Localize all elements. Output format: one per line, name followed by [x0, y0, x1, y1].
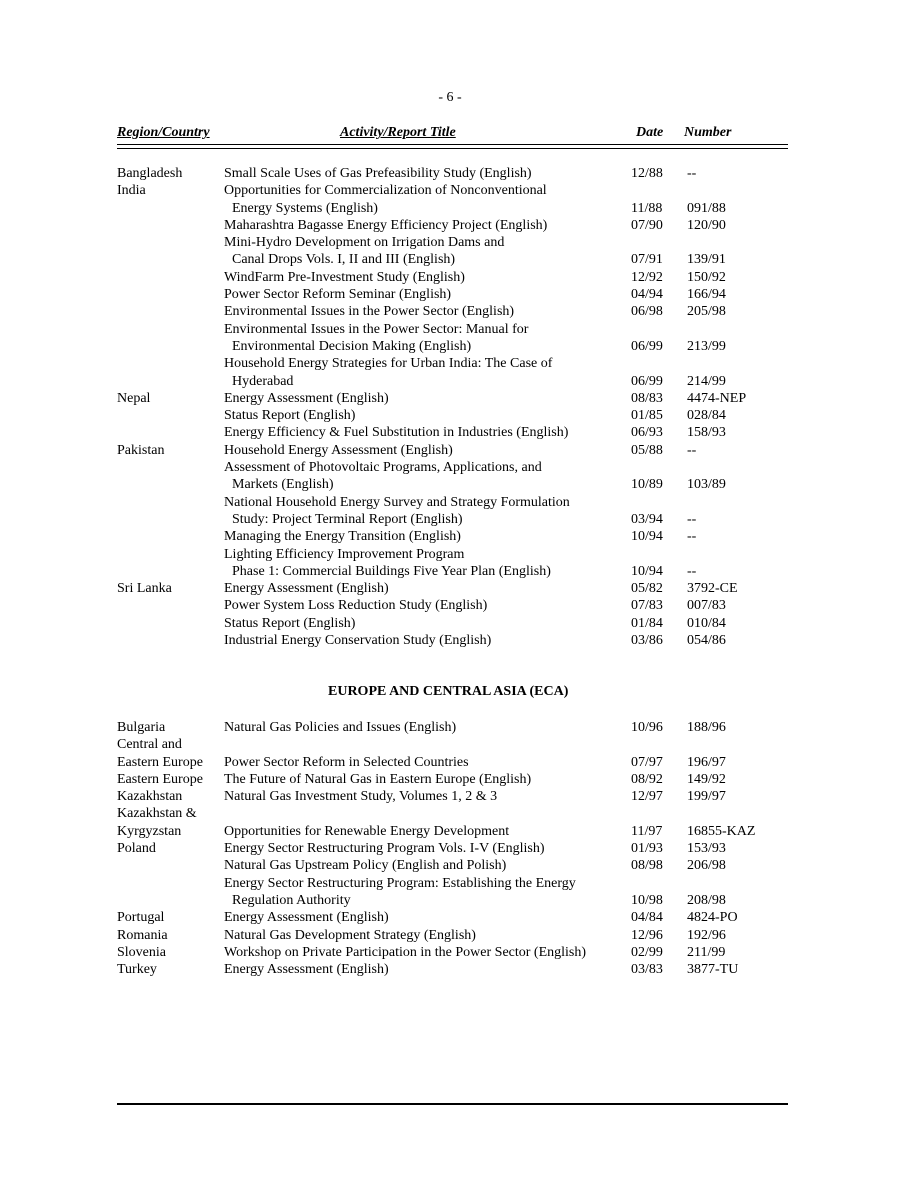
row-title: Maharashtra Bagasse Energy Efficiency Project (English)	[224, 217, 548, 233]
row-title: Natural Gas Investment Study, Volumes 1, 2 & 3	[224, 789, 498, 805]
row-title: Power Sector Reform in Selected Countries	[224, 754, 469, 770]
row-date: 04/94	[631, 287, 663, 303]
row-number: --	[687, 442, 697, 458]
row-title: Assessment of Photovoltaic Programs, Applications, and	[224, 460, 542, 476]
row-date: 12/96	[631, 927, 663, 943]
row-region: Romania	[117, 927, 168, 943]
row-title: Household Energy Assessment (English)	[224, 442, 453, 458]
table-row	[0, 200, 921, 217]
row-region: Bangladesh	[117, 166, 183, 181]
header-title: Activity/Report Title	[340, 125, 456, 140]
row-date: 12/92	[631, 269, 663, 285]
row-number: --	[687, 511, 697, 527]
row-number: 139/91	[687, 252, 726, 268]
row-region: Bulgaria	[117, 720, 166, 735]
row-date: 10/94	[631, 563, 663, 579]
row-number: 3792-CE	[687, 581, 738, 597]
row-number: --	[687, 166, 697, 181]
table-row	[0, 875, 921, 892]
row-number: 153/93	[687, 841, 726, 857]
row-date: 10/98	[631, 892, 663, 908]
table-row	[0, 909, 921, 926]
row-title: Opportunities for Commercialization of Nonconventional	[224, 183, 547, 199]
row-number: 120/90	[687, 217, 726, 233]
row-date: 08/98	[631, 858, 663, 874]
table-row	[0, 251, 921, 268]
table-row	[0, 823, 921, 840]
row-number: 196/97	[687, 754, 726, 770]
table-row	[0, 944, 921, 961]
row-date: 07/90	[631, 217, 663, 233]
row-title: Mini-Hydro Development on Irrigation Dams and	[224, 235, 505, 251]
row-date: 07/83	[631, 598, 663, 614]
footer-rule	[117, 1103, 788, 1105]
table-row	[0, 719, 921, 736]
table-row	[0, 788, 921, 805]
row-title: Power System Loss Reduction Study (English)	[224, 598, 488, 614]
table-row	[0, 165, 921, 182]
row-title: Status Report (English)	[224, 615, 356, 631]
row-number: 4824-PO	[687, 910, 738, 926]
row-region: India	[117, 183, 146, 199]
row-date: 08/92	[631, 771, 663, 787]
south-asia-table	[0, 165, 921, 649]
table-row	[0, 442, 921, 459]
row-region: Eastern Europe	[117, 771, 203, 787]
row-title: Energy Sector Restructuring Program Vols. I-V (English)	[224, 841, 545, 857]
row-title: Energy Assessment (English)	[224, 962, 389, 978]
row-number: 028/84	[687, 408, 726, 424]
row-number: --	[687, 563, 697, 579]
table-row	[0, 805, 921, 822]
row-date: 10/94	[631, 529, 663, 545]
row-number: 214/99	[687, 373, 726, 389]
row-title: Regulation Authority	[232, 892, 351, 908]
table-row	[0, 511, 921, 528]
row-title: Phase 1: Commercial Buildings Five Year Plan (English)	[232, 563, 551, 579]
table-row	[0, 961, 921, 978]
header-region: Region/Country	[117, 125, 210, 140]
row-number: 206/98	[687, 858, 726, 874]
section-heading: EUROPE AND CENTRAL ASIA (ECA)	[328, 684, 569, 699]
row-region: Kazakhstan &	[117, 806, 197, 822]
row-title: Study: Project Terminal Report (English)	[232, 511, 463, 527]
table-row	[0, 459, 921, 476]
table-row	[0, 927, 921, 944]
table-row	[0, 597, 921, 614]
table-row	[0, 580, 921, 597]
row-title: Workshop on Private Participation in the Power Sector (English)	[224, 944, 587, 960]
table-row	[0, 736, 921, 753]
row-number: 188/96	[687, 720, 726, 735]
row-title: Status Report (English)	[224, 408, 356, 424]
row-number: 208/98	[687, 892, 726, 908]
table-row	[0, 303, 921, 320]
table-row	[0, 546, 921, 563]
row-region: Nepal	[117, 390, 151, 406]
row-region: Turkey	[117, 962, 157, 978]
row-date: 04/84	[631, 910, 663, 926]
table-row	[0, 563, 921, 580]
header-number: Number	[684, 125, 732, 140]
row-date: 06/98	[631, 304, 663, 320]
row-title: Energy Sector Restructuring Program: Establishing the Energy	[224, 875, 576, 891]
row-number: 007/83	[687, 598, 726, 614]
row-title: Markets (English)	[232, 477, 334, 493]
table-row	[0, 771, 921, 788]
table-row	[0, 424, 921, 441]
row-number: 213/99	[687, 338, 726, 354]
row-title: Energy Assessment (English)	[224, 581, 389, 597]
table-row	[0, 754, 921, 771]
row-number: 4474-NEP	[687, 390, 747, 406]
row-date: 11/88	[631, 200, 663, 216]
row-title: Small Scale Uses of Gas Prefeasibility Study (English)	[224, 166, 532, 181]
row-number: 158/93	[687, 425, 726, 441]
row-title: Energy Efficiency & Fuel Substitution in Industries (English)	[224, 425, 569, 441]
table-header	[0, 125, 921, 143]
row-date: 03/94	[631, 511, 663, 527]
row-region: Poland	[117, 841, 156, 857]
row-number: 16855-KAZ	[687, 823, 756, 839]
table-row	[0, 286, 921, 303]
row-number: 054/86	[687, 633, 726, 649]
row-title: Managing the Energy Transition (English)	[224, 529, 461, 545]
table-row	[0, 321, 921, 338]
row-title: Environmental Decision Making (English)	[232, 338, 472, 354]
row-number: 166/94	[687, 287, 726, 303]
table-row	[0, 182, 921, 199]
row-number: 211/99	[687, 944, 726, 960]
row-title: WindFarm Pre-Investment Study (English)	[224, 269, 465, 285]
row-date: 12/97	[631, 789, 663, 805]
row-title: Natural Gas Policies and Issues (English)	[224, 720, 457, 735]
row-region: Eastern Europe	[117, 754, 203, 770]
row-number: 199/97	[687, 789, 726, 805]
table-row	[0, 857, 921, 874]
row-region: Slovenia	[117, 944, 166, 960]
row-date: 12/88	[631, 166, 663, 181]
row-date: 01/93	[631, 841, 663, 857]
row-title: Hyderabad	[232, 373, 294, 389]
row-number: 150/92	[687, 269, 726, 285]
row-date: 06/99	[631, 373, 663, 389]
row-number: 3877-TU	[687, 962, 739, 978]
row-title: Natural Gas Development Strategy (English)	[224, 927, 476, 943]
row-number: 103/89	[687, 477, 726, 493]
row-title: Natural Gas Upstream Policy (English and Polish)	[224, 858, 507, 874]
eca-table	[0, 719, 921, 978]
row-title: Energy Assessment (English)	[224, 910, 389, 926]
row-region: Pakistan	[117, 442, 165, 458]
table-row	[0, 632, 921, 649]
row-title: National Household Energy Survey and Strategy Formulation	[224, 494, 570, 510]
row-region: Sri Lanka	[117, 581, 172, 597]
table-row	[0, 234, 921, 251]
row-number: 205/98	[687, 304, 726, 320]
row-number: 091/88	[687, 200, 726, 216]
row-date: 10/96	[631, 720, 663, 735]
row-date: 01/84	[631, 615, 663, 631]
header-rule-double	[117, 148, 788, 149]
table-row	[0, 269, 921, 286]
table-row	[0, 528, 921, 545]
row-date: 03/83	[631, 962, 663, 978]
table-row	[0, 390, 921, 407]
row-title: Lighting Efficiency Improvement Program	[224, 546, 465, 562]
row-date: 03/86	[631, 633, 663, 649]
row-date: 06/93	[631, 425, 663, 441]
row-region: Kazakhstan	[117, 789, 183, 805]
table-row	[0, 373, 921, 390]
row-title: Energy Assessment (English)	[224, 390, 389, 406]
row-date: 08/83	[631, 390, 663, 406]
row-date: 05/88	[631, 442, 663, 458]
row-title: Power Sector Reform Seminar (English)	[224, 287, 452, 303]
table-row	[0, 840, 921, 857]
table-row	[0, 476, 921, 493]
table-row	[0, 338, 921, 355]
row-date: 06/99	[631, 338, 663, 354]
row-number: --	[687, 529, 697, 545]
header-rule	[117, 144, 788, 145]
table-row	[0, 217, 921, 234]
row-title: Environmental Issues in the Power Sector (English)	[224, 304, 515, 320]
row-title: Industrial Energy Conservation Study (English)	[224, 633, 492, 649]
header-date: Date	[636, 125, 664, 140]
row-date: 02/99	[631, 944, 663, 960]
row-date: 05/82	[631, 581, 663, 597]
table-row	[0, 892, 921, 909]
table-row	[0, 355, 921, 372]
row-number: 010/84	[687, 615, 726, 631]
row-title: The Future of Natural Gas in Eastern Europe (English)	[224, 771, 532, 787]
table-row	[0, 615, 921, 632]
row-date: 07/97	[631, 754, 663, 770]
row-number: 192/96	[687, 927, 726, 943]
row-title: Environmental Issues in the Power Sector: Manual for	[224, 321, 529, 337]
row-date: 01/85	[631, 408, 663, 424]
row-number: 149/92	[687, 771, 726, 787]
row-region: Portugal	[117, 910, 165, 926]
row-region: Central and	[117, 737, 182, 753]
row-date: 10/89	[631, 477, 663, 493]
row-date: 11/97	[631, 823, 663, 839]
row-title: Canal Drops Vols. I, II and III (English)	[232, 252, 456, 268]
table-row	[0, 407, 921, 424]
page-number: - 6 -	[438, 90, 462, 105]
row-title: Energy Systems (English)	[232, 200, 378, 216]
row-region: Kyrgyzstan	[117, 823, 182, 839]
row-date: 07/91	[631, 252, 663, 268]
row-title: Household Energy Strategies for Urban India: The Case of	[224, 356, 553, 372]
table-row	[0, 494, 921, 511]
row-title: Opportunities for Renewable Energy Development	[224, 823, 510, 839]
